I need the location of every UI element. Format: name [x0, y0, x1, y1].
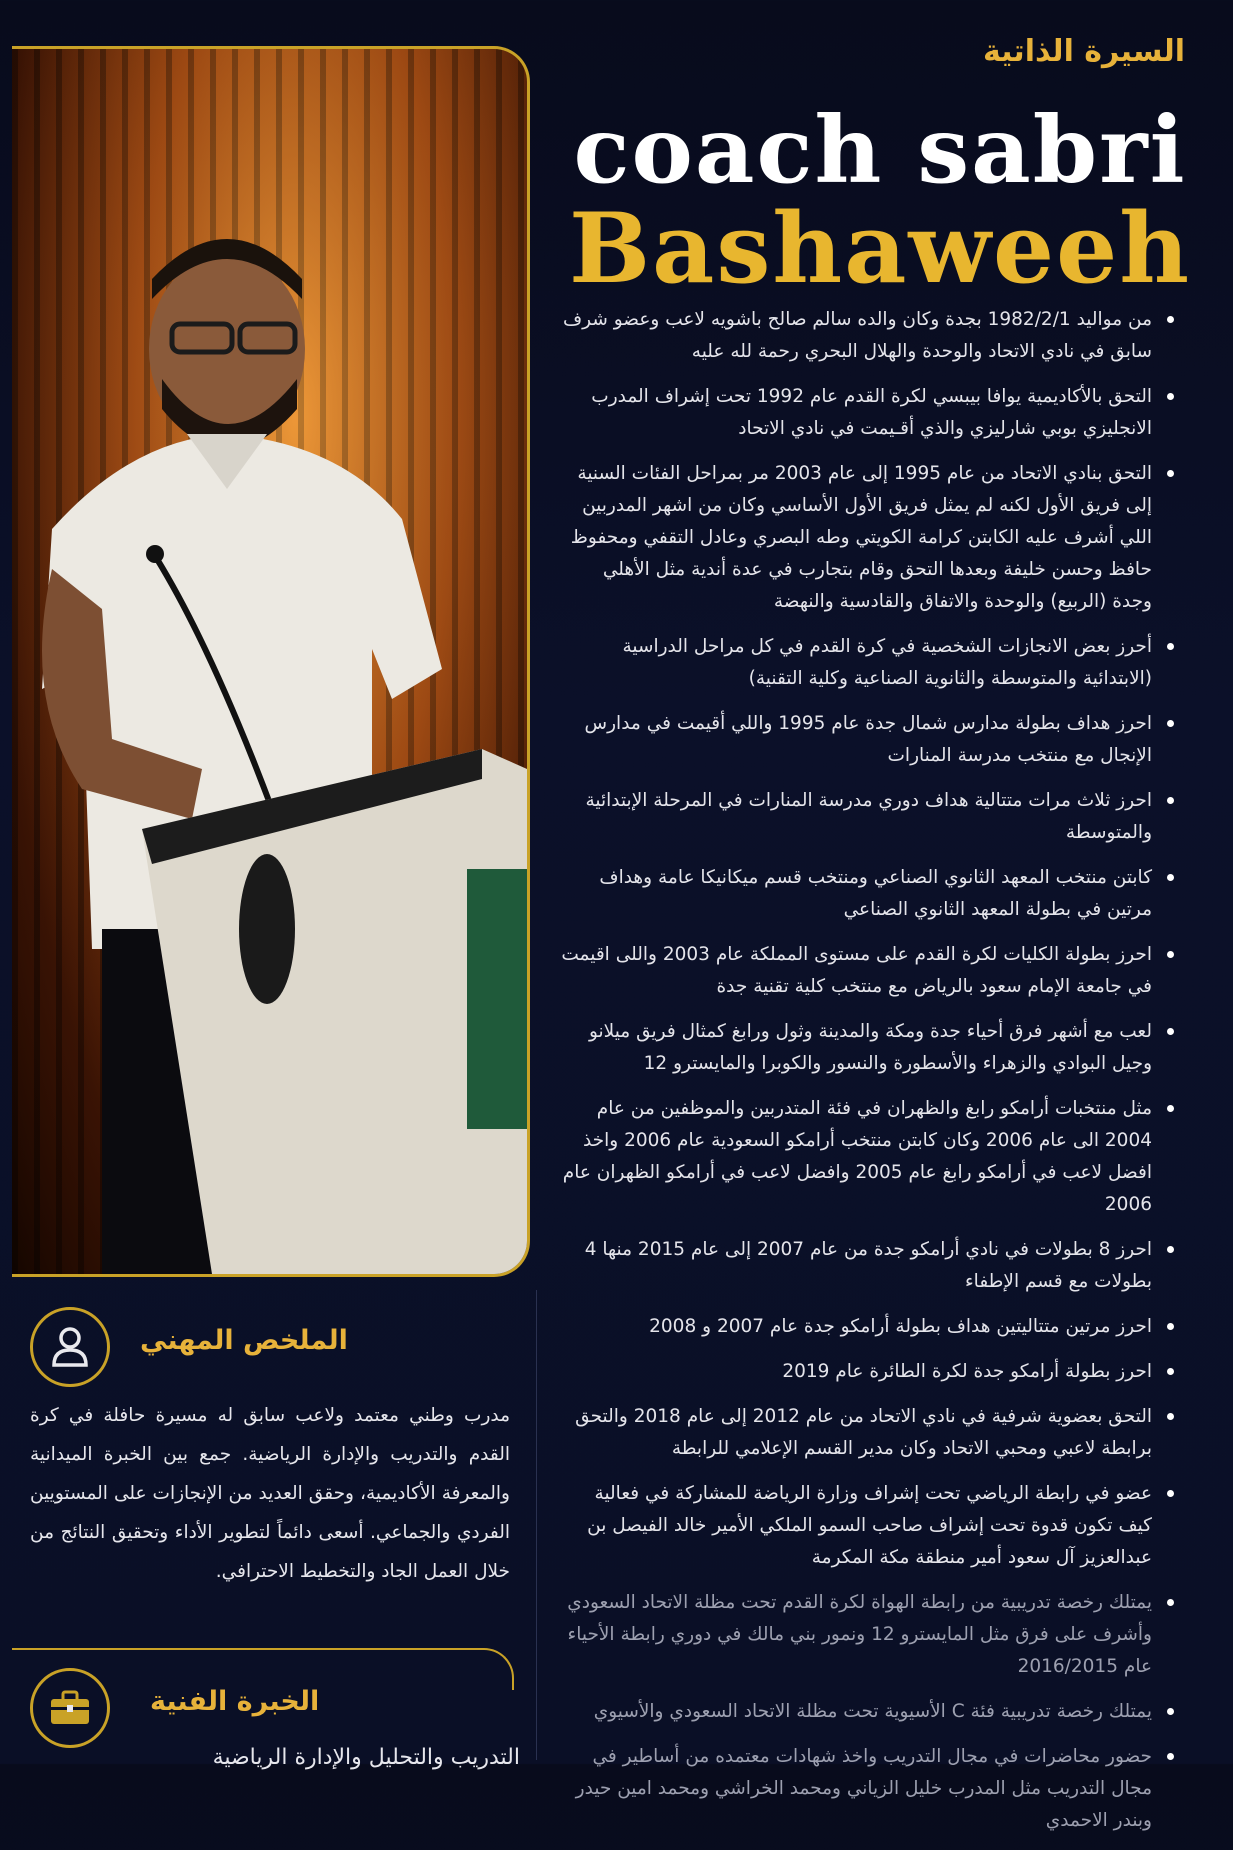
- briefcase-icon: [30, 1668, 110, 1748]
- list-item: حضور محاضرات في مجال التدريب واخذ شهادات معتمده من أساطير في مجال التدريب مثل المدرب خليل الزياني ومحمد الخراشي ومحمد امين حيدر وبندر الاحمدي: [560, 1741, 1178, 1837]
- list-item: عضو في رابطة الرياضي تحت إشراف وزارة الرياضة للمشاركة في فعالية كيف تكون قدوة تحت إشراف صاحب السمو الملكي الأمير خالد الفيصل بن عبدالعزيز آل سعود أمير منطقة مكة المكرمة: [560, 1478, 1178, 1574]
- list-item: التحق بنادي الاتحاد من عام 1995 إلى عام 2003 مر بمراحل الفئات السنية إلى فريق الأول لكنه لم يمثل فريق الأول الأساسي وكان من اشهر المدربين اللي أشرف عليه الكابتن كرامة الكويتي وطه البصري وعادل التقفي ومحفوظ حافظ وحسن خليفة وبعدها التحق وقام بتجارب في عدة أندية مثل الأهلي وجدة (الربيع) والوحدة والاتفاق والقادسية والنهضة: [560, 458, 1178, 618]
- experience-title: الخبرة الفنية: [150, 1686, 320, 1717]
- summary-text: مدرب وطني معتمد ولاعب سابق له مسيرة حافلة في كرة القدم والتدريب والإدارة الرياضية. جمع بين الخبرة الميدانية والمعرفة الأكاديمية، وحقق العديد من الإنجازات على المستويين الفردي والجماعي. أسعى دائماً لتطوير الأداء وتحقيق النتائج من خلال العمل الجاد والتخطيط الاحترافي.: [30, 1405, 510, 1582]
- list-item: يمتلك رخصة تدريبية من رابطة الهواة لكرة القدم تحت مظلة الاتحاد السعودي وأشرف على فرق مثل المايسترو 12 ونمور بني مالك في دوري رابطة الأحياء عام 2016/2015: [560, 1587, 1178, 1683]
- list-item: من مواليد 1982/2/1 بجدة وكان والده سالم صالح باشويه لاعب وعضو شرف سابق في نادي الاتحاد والوحدة والهلال البحري رحمة لله عليه: [560, 304, 1178, 368]
- list-item: كابتن منتخب المعهد الثانوي الصناعي ومنتخب قسم ميكانيكا عامة وهداف مرتين في بطولة المعهد الثانوي الصناعي: [560, 862, 1178, 926]
- experience-header: [30, 1668, 502, 1754]
- list-item: احرز بطولة الكليات لكرة القدم على مستوى المملكة عام 2003 واللى اقيمت في جامعة الإمام سعود بالرياض مع منتخب كلية تقنية جدة: [560, 939, 1178, 1003]
- list-item: التحق بعضوية شرفية في نادي الاتحاد من عام 2012 إلى عام 2018 والتحق برابطة لاعبي ومحبي الاتحاد وكان مدير القسم الإعلامي للرابطة: [560, 1401, 1178, 1465]
- user-icon: [30, 1307, 110, 1387]
- list-item: مثل منتخبات أرامكو رابغ والظهران في فئة المتدربين والموظفين من عام 2004 الى عام 2006 وكان كابتن منتخب أرامكو السعودية عام 2006 واخذ افضل لاعب في أرامكو رابغ عام 2005 وافضل لاعب في أرامكو الظهران عام 2006: [560, 1093, 1178, 1221]
- page-title: السيرة الذاتية: [982, 34, 1185, 69]
- list-item: أحرز بعض الانجازات الشخصية في كرة القدم في كل مراحل الدراسية (الابتدائية والمتوسطة والثانوية الصناعية وكلية التقنية): [560, 631, 1178, 695]
- list-item: احرز هداف بطولة مدارس شمال جدة عام 1995 واللي أقيمت في مدارس الإنجال مع منتخب مدرسة المنارات: [560, 708, 1178, 772]
- summary-header: [30, 1307, 502, 1393]
- bio-list: [560, 304, 1178, 1850]
- list-item: التحق بالأكاديمية يوافا بيبسي لكرة القدم عام 1992 تحت إشراف المدرب الانجليزي بوبي شارليزي والذي أقـيمت في نادي الاتحاد: [560, 381, 1178, 445]
- name-last-line: Bashaweeh: [569, 192, 1191, 305]
- list-item: يمتلك رخصة تدريبية فئة C الأسيوية تحت مظلة الاتحاد السعودي والأسيوي: [560, 1696, 1178, 1728]
- list-item: احرز ثلاث مرات متتالية هداف دوري مدرسة المنارات في المرحلة الإبتدائية والمتوسطة: [560, 785, 1178, 849]
- list-item: احرز 8 بطولات في نادي أرامكو جدة من عام 2007 إلى عام 2015 منها 4 بطولات مع قسم الإطفاء: [560, 1234, 1178, 1298]
- list-item: لعب مع أشهر فرق أحياء جدة ومكة والمدينة وثول ورابغ كمثال فريق ميلانو وجيل البوادي والزهراء والأسطورة والنسور والكوبرا والمايسترو 12: [560, 1016, 1178, 1080]
- summary-title: الملخص المهني: [140, 1325, 348, 1356]
- coach-photo: [12, 46, 530, 1277]
- name-first-line: coach sabri: [573, 96, 1187, 204]
- list-item: احرز مرتين متتاليتين هداف بطولة أرامكو جدة عام 2007 و 2008: [560, 1311, 1178, 1343]
- list-item: احرز بطولة أرامكو جدة لكرة الطائرة عام 2019: [560, 1356, 1178, 1388]
- column-divider: [536, 1290, 537, 1760]
- coach-portrait-illustration: [12, 49, 527, 1274]
- experience-text: التدريب والتحليل والإدارة الرياضية: [212, 1745, 520, 1770]
